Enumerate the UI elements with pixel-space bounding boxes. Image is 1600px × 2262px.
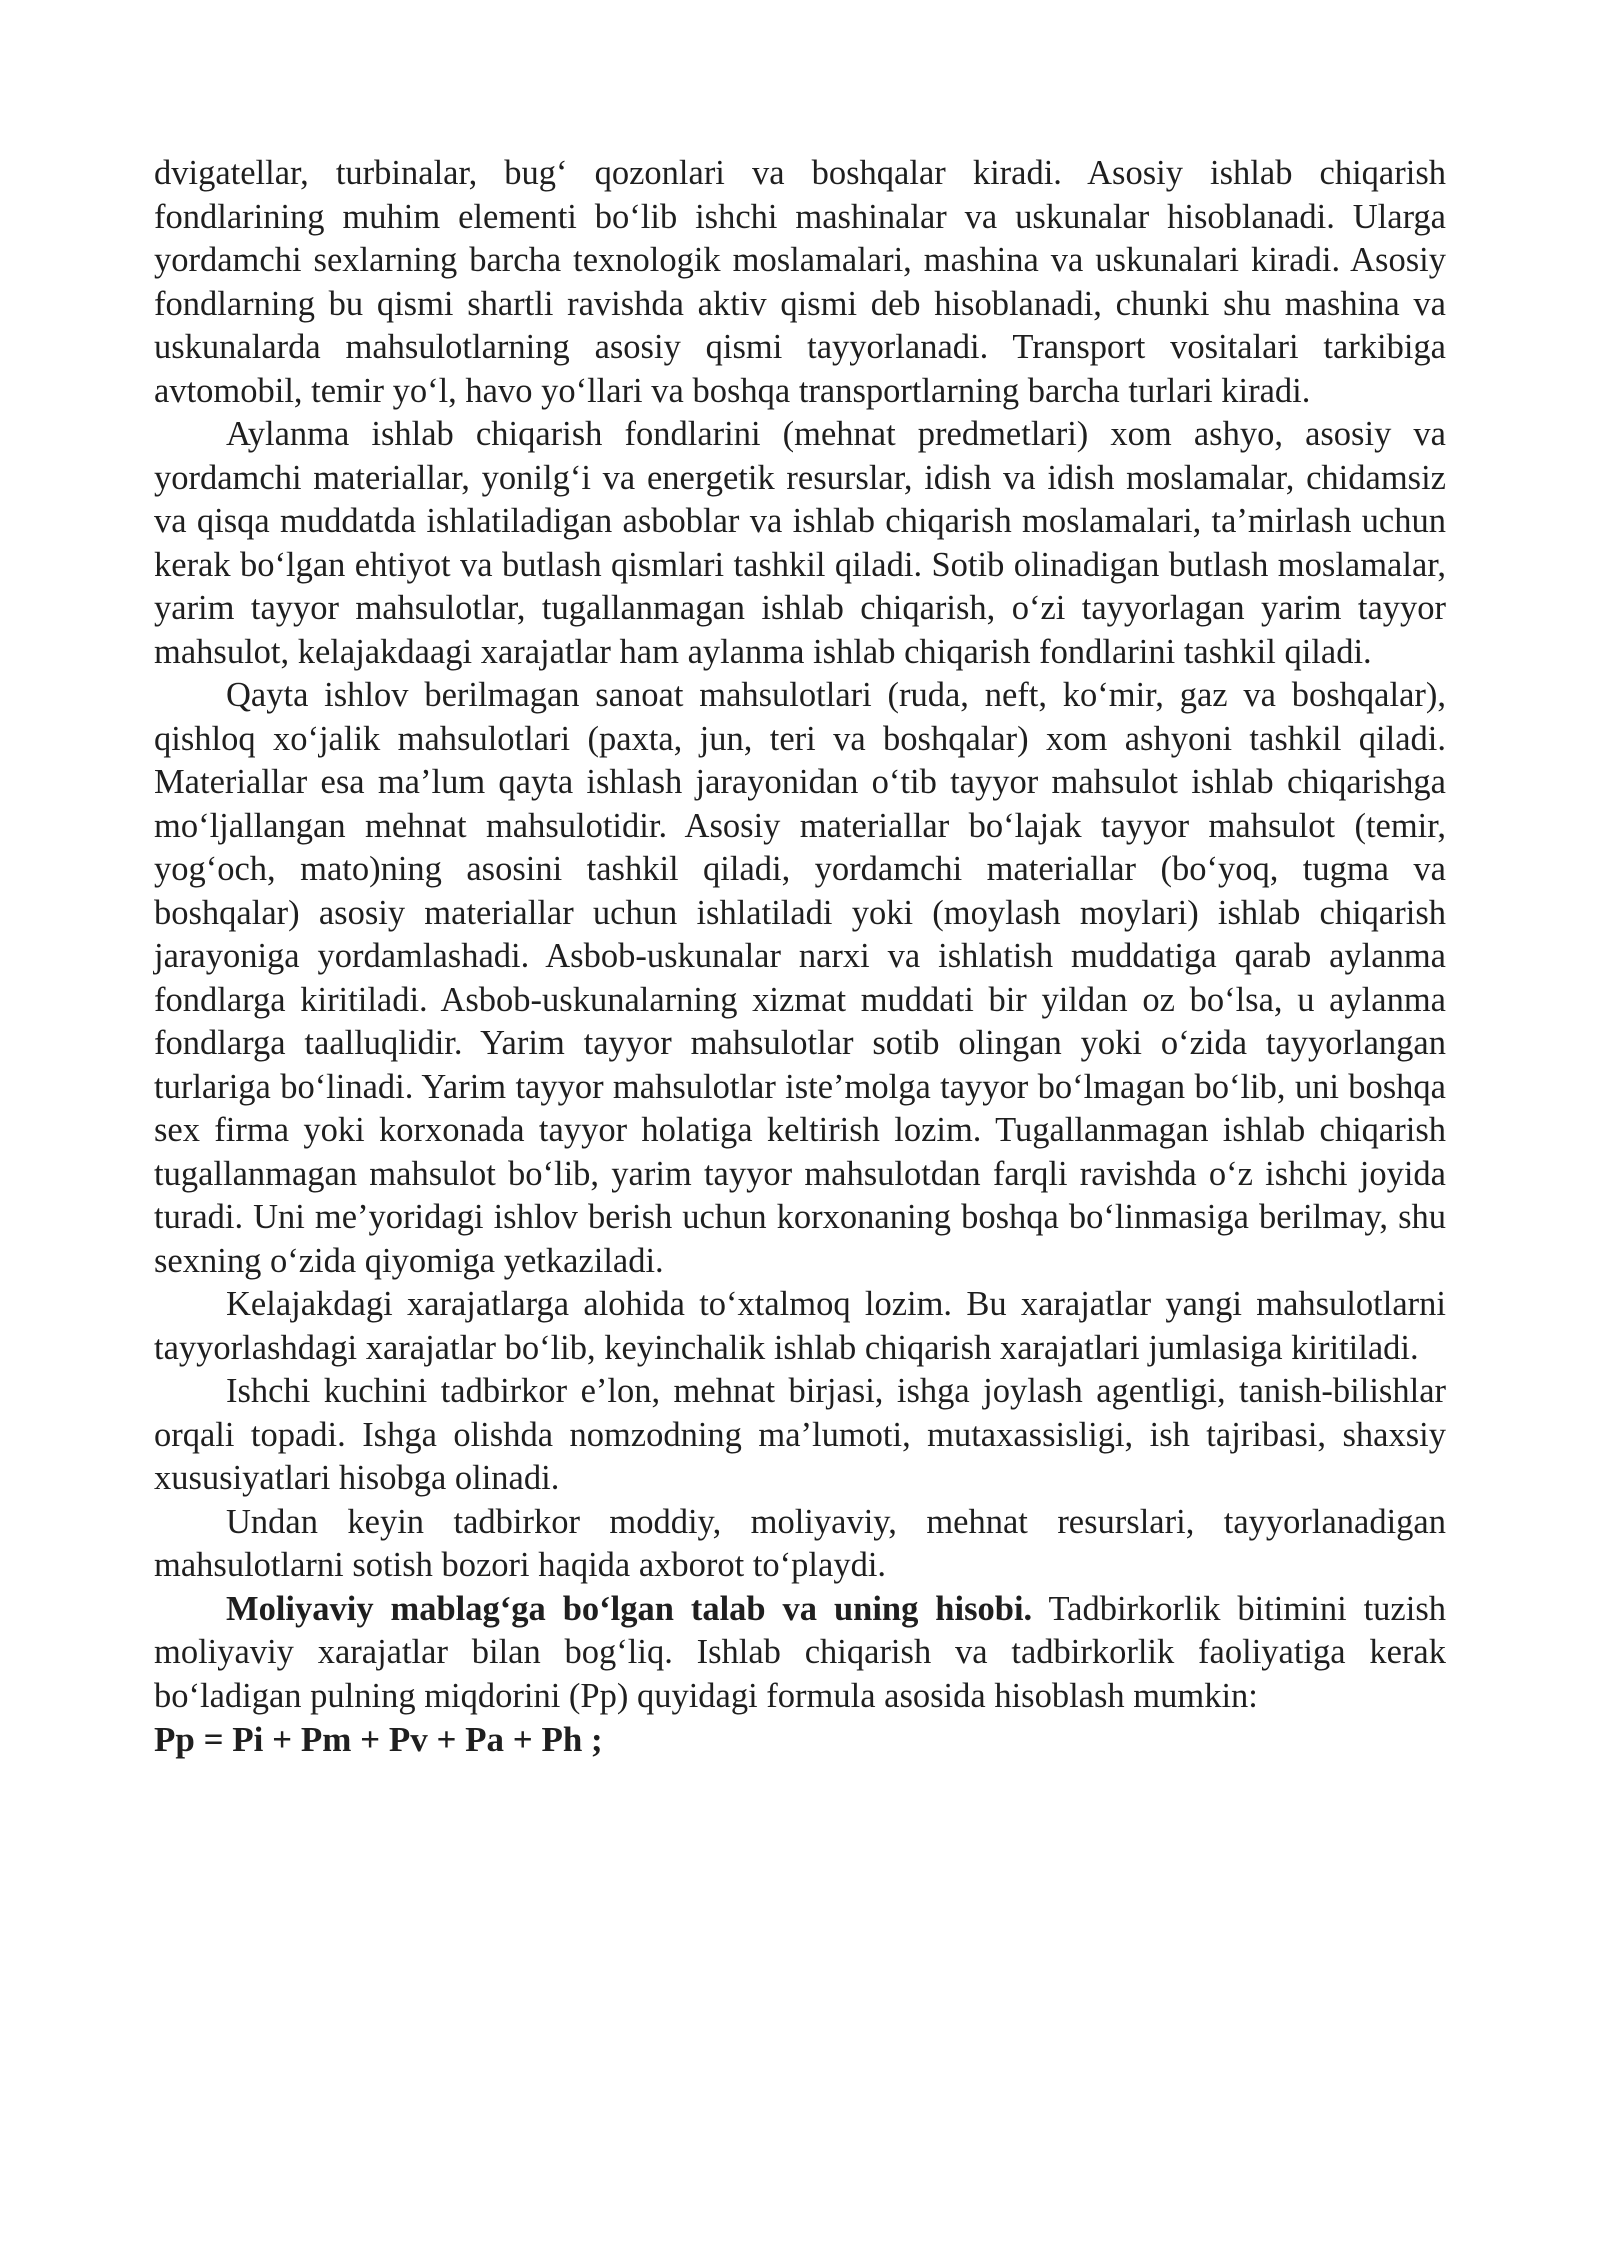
paragraph-future-expenses: Kelajakdagi xarajatlarga alohida to‘xtalmoq lozim. Bu xarajatlar yangi mahsulotlarni tayyorlashdagi xarajatlar bo‘lib, keyinchalik ishlab chiqarish xarajatlari jumlasiga kiritiladi. bbox=[154, 1285, 1446, 1367]
financial-formula: Pp = Pi + Pm + Pv + Pa + Ph ; bbox=[154, 1720, 603, 1759]
paragraph-fixed-assets-continued: dvigatellar, turbinalar, bug‘ qozonlari va boshqalar kiradi. Asosiy ishlab chiqarish fondlarining muhim elementi bo‘lib ishchi mashinalar va uskunalar hisoblanadi. Ularga yordamchi sexlarning barcha texnologik moslamalari, mashina va uskunalari kiradi. Asosiy fondlarning bu qismi shartli ravishda aktiv qismi deb hisoblanadi, chunki shu mashina va uskunalarda mahsulotlarning asosiy qismi tayyorlanadi. Transport vositalari tarkibiga avtomobil, temir yo‘l, havo yo‘llari va boshqa transportlarning barcha turlari kiradi. bbox=[154, 154, 1446, 410]
paragraph-labor-force: Ishchi kuchini tadbirkor e’lon, mehnat birjasi, ishga joylash agentligi, tanish-bilishlar orqali topadi. Ishga olishda nomzodning ma’lumoti, mutaxassisligi, ish tajribasi, shaxsiy xususiyatlari hisobga olinadi. bbox=[154, 1372, 1446, 1497]
paragraph-resource-information: Undan keyin tadbirkor moddiy, moliyaviy, mehnat resurslari, tayyorlanadigan mahsulotlarni sotish bozori haqida axborot to‘playdi. bbox=[154, 1502, 1446, 1584]
document-page bbox=[154, 152, 1446, 1762]
section-text: Tadbirkorlik bitimini tuzish moliyaviy xarajatlar bilan bog‘liq. Ishlab chiqarish va tadbirkorlik faoliyatiga kerak bo‘ladigan pulning miqdorini (Pp) quyidagi formula asosida hisoblash mumkin: bbox=[154, 1589, 1446, 1715]
paragraph-raw-materials: Qayta ishlov berilmagan sanoat mahsulotlari (ruda, neft, ko‘mir, gaz va boshqalar), qishloq xo‘jalik mahsulotlari (paxta, jun, teri va boshqalar) xom ashyoni tashkil qiladi. Materiallar esa ma’lum qayta ishlash jarayonidan o‘tib tayyor mahsulot ishlab chiqarishga mo‘ljallangan mehnat mahsulotidir. Asosiy materiallar bo‘lajak tayyor mahsulot (temir, yog‘och, mato)ning asosini tashkil qiladi, yordamchi materiallar (bo‘yoq, tugma va boshqalar) asosiy materiallar uchun ishlatiladi yoki (moylash moylari) ishlab chiqarish jarayoniga yordamlashadi. Asbob-uskunalar narxi va ishlatish muddatiga qarab aylanma fondlarga kiritiladi. Asbob-uskunalarning xizmat muddati bir yildan oz bo‘lsa, u aylanma fondlarga taalluqlidir. Yarim tayyor mahsulotlar sotib olingan yoki o‘zida tayyorlangan turlariga bo‘linadi. Yarim tayyor mahsulotlar iste’molga tayyor bo‘lmagan bo‘lib, uni boshqa sex firma yoki korxonada tayyor holatiga keltirish lozim. Tugallanmagan ishlab chiqarish tugallanmagan mahsulot bo‘lib, yarim tayyor mahsulotdan farqli ravishda o‘z ishchi joyida turadi. Uni me’yoridagi ishlov berish uchun korxonaning boshqa bo‘linmasiga berilmay, shu sexning o‘zida qiyomiga yetkaziladi. bbox=[154, 676, 1446, 1280]
section-heading: Moliyaviy mablag‘ga bo‘lgan talab va uning hisobi. bbox=[226, 1589, 1033, 1628]
paragraph-working-capital: Aylanma ishlab chiqarish fondlarini (mehnat predmetlari) xom ashyo, asosiy va yordamchi materiallar, yonilg‘i va energetik resurslar, idish va idish moslamalar, chidamsiz va qisqa muddatda ishlatiladigan asboblar va ishlab chiqarish moslamalari, ta’mirlash uchun kerak bo‘lgan ehtiyot va butlash qismlari tashkil qiladi. Sotib olinadigan butlash moslamalar, yarim tayyor mahsulotlar, tugallanmagan ishlab chiqarish, o‘zi tayyorlagan yarim tayyor mahsulot, kelajakdaagi xarajatlar ham aylanma ishlab chiqarish fondlarini tashkil qiladi. bbox=[154, 415, 1446, 671]
paragraph-financial-requirement bbox=[154, 1588, 1446, 1719]
